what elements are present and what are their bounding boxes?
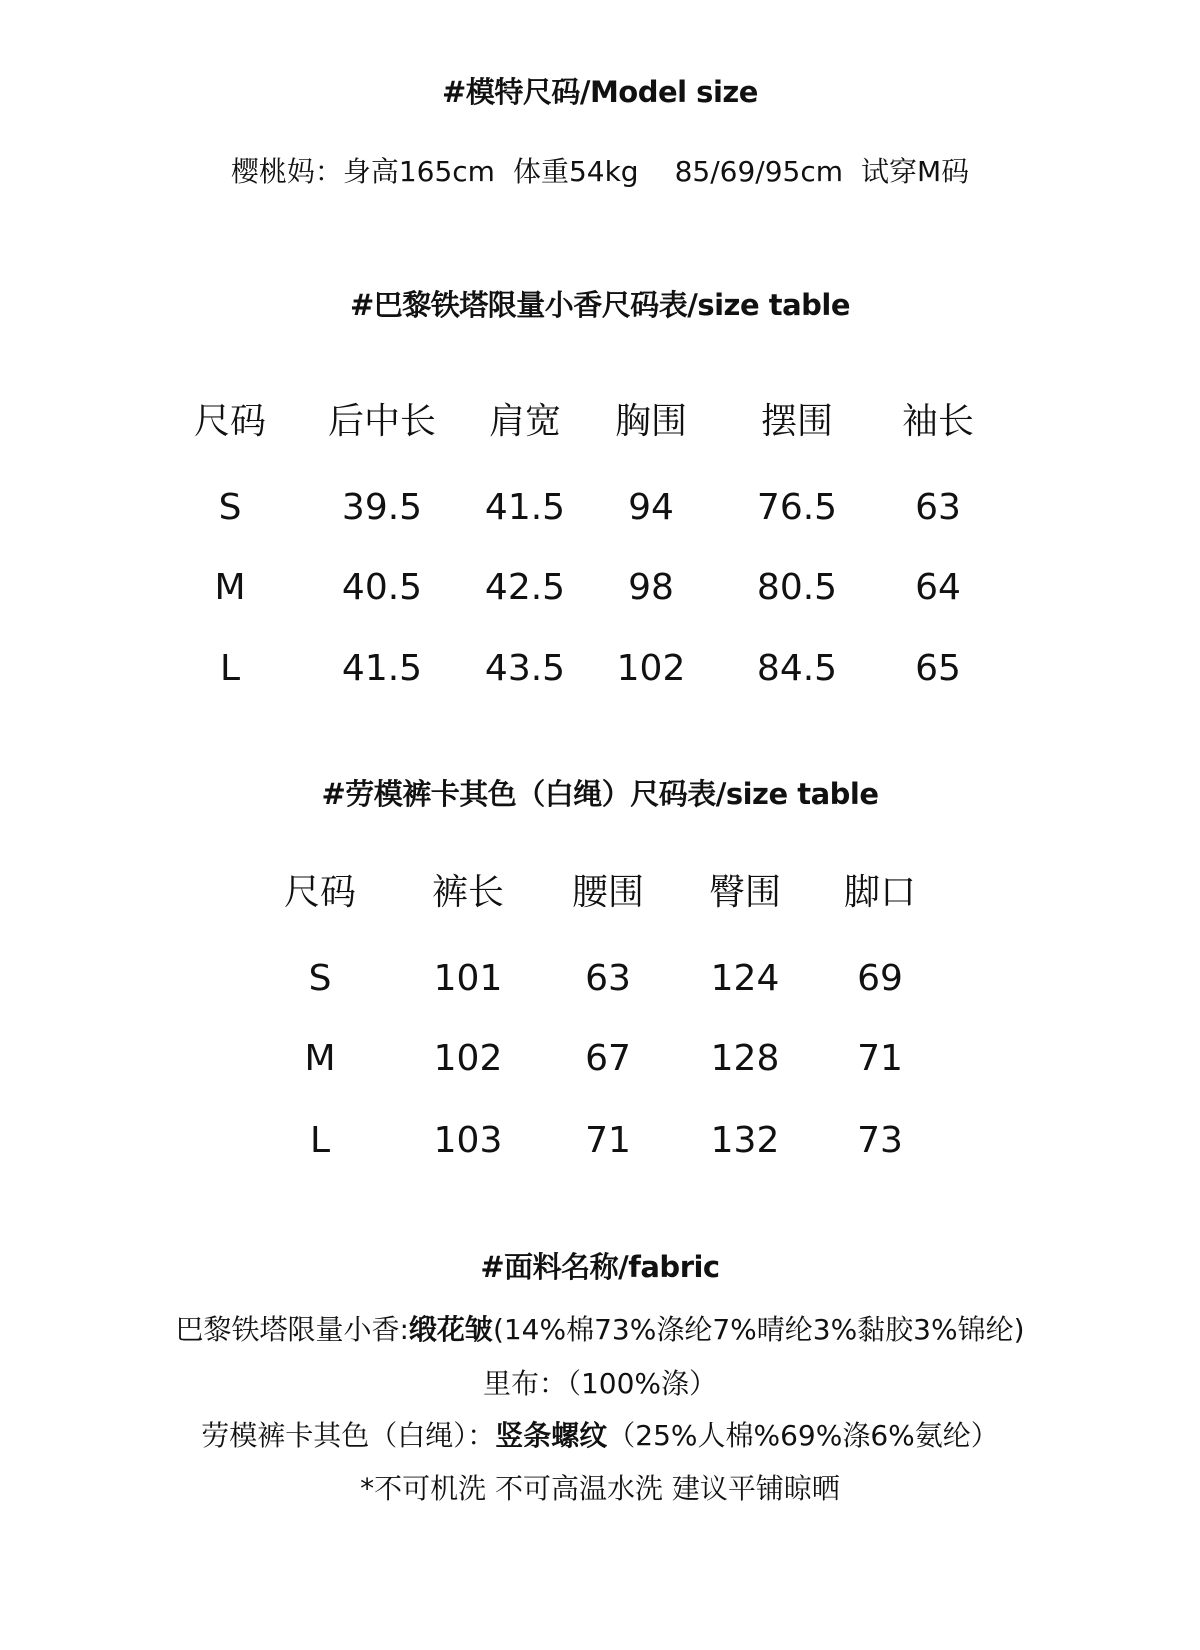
size-label-cell: L: [309, 1120, 331, 1161]
table-cell: 67: [585, 1038, 631, 1079]
fabric-lining-line: 里布：（100%涤）: [482, 1367, 718, 1400]
fabric-pants-name: 竖条螺纹: [495, 1419, 608, 1452]
table-cell: 102: [616, 648, 686, 689]
table-cell: 42.5: [484, 567, 566, 608]
size-label-cell: L: [219, 648, 241, 689]
top-table-heading: #巴黎铁塔限量小香尺码表/size table: [349, 288, 851, 322]
column-header: 后中长: [327, 401, 437, 442]
model-weight: 体重54kg: [512, 155, 639, 188]
column-header: 胸围: [614, 401, 688, 442]
table-cell: 63: [915, 487, 961, 528]
column-header: 摆围: [760, 401, 834, 442]
column-header: 袖长: [901, 401, 975, 442]
table-cell: 71: [857, 1038, 903, 1079]
table-cell: 128: [710, 1038, 780, 1079]
fabric-top-name: 缎花皱: [408, 1313, 493, 1346]
model-height: 身高165cm: [342, 155, 495, 188]
table-cell: 43.5: [484, 648, 566, 689]
table-cell: 124: [710, 958, 780, 999]
model-measurements: 85/69/95cm: [674, 155, 844, 188]
column-header: 腰围: [571, 872, 645, 913]
table-cell: 63: [585, 958, 631, 999]
table-cell: 103: [433, 1120, 503, 1161]
table-cell: 80.5: [756, 567, 838, 608]
table-cell: 76.5: [756, 487, 838, 528]
care-instructions: *不可机洗 不可高温水洗 建议平铺晾晒: [360, 1472, 840, 1505]
table-cell: 65: [915, 648, 961, 689]
table-cell: 132: [710, 1120, 780, 1161]
table-cell: 71: [585, 1120, 631, 1161]
column-header: 裤长: [431, 872, 505, 913]
column-header: 脚口: [843, 872, 917, 913]
table-cell: 94: [628, 487, 674, 528]
fabric-line-pants: [0, 1414, 1200, 1454]
fabric-heading: #面料名称/fabric: [480, 1250, 720, 1284]
table-cell: 41.5: [341, 648, 423, 689]
table-cell: 69: [857, 958, 903, 999]
table-cell: 73: [857, 1120, 903, 1161]
model-size-heading: #模特尺码/Model size: [442, 75, 758, 109]
model-name: 樱桃妈：: [230, 155, 343, 188]
table-cell: 98: [628, 567, 674, 608]
size-label-cell: S: [308, 958, 332, 999]
column-header: 尺码: [193, 401, 267, 442]
table-cell: 40.5: [341, 567, 423, 608]
fabric-top-prefix: 巴黎铁塔限量小香:: [175, 1313, 409, 1346]
size-label-cell: M: [304, 1038, 336, 1079]
size-label-cell: M: [214, 567, 246, 608]
model-info-line: [0, 150, 1200, 190]
column-header: 臀围: [708, 872, 782, 913]
column-header: 尺码: [283, 872, 357, 913]
table-cell: 64: [915, 567, 961, 608]
model-tried-size: 试穿M码: [861, 155, 970, 188]
pants-table-heading: #劳模裤卡其色（白绳）尺码表/size table: [321, 777, 879, 811]
column-header: 肩宽: [488, 401, 562, 442]
table-cell: 102: [433, 1038, 503, 1079]
table-cell: 101: [433, 958, 503, 999]
table-cell: 41.5: [484, 487, 566, 528]
fabric-top-composition: (14%棉73%涤纶7%晴纶3%黏胶3%锦纶): [492, 1313, 1025, 1346]
table-cell: 84.5: [756, 648, 838, 689]
fabric-pants-prefix: 劳模裤卡其色（白绳）：: [201, 1419, 496, 1452]
size-label-cell: S: [218, 487, 242, 528]
table-cell: 39.5: [341, 487, 423, 528]
fabric-line-top: [0, 1308, 1200, 1348]
fabric-pants-composition: （25%人棉%69%涤6%氨纶）: [607, 1419, 999, 1452]
